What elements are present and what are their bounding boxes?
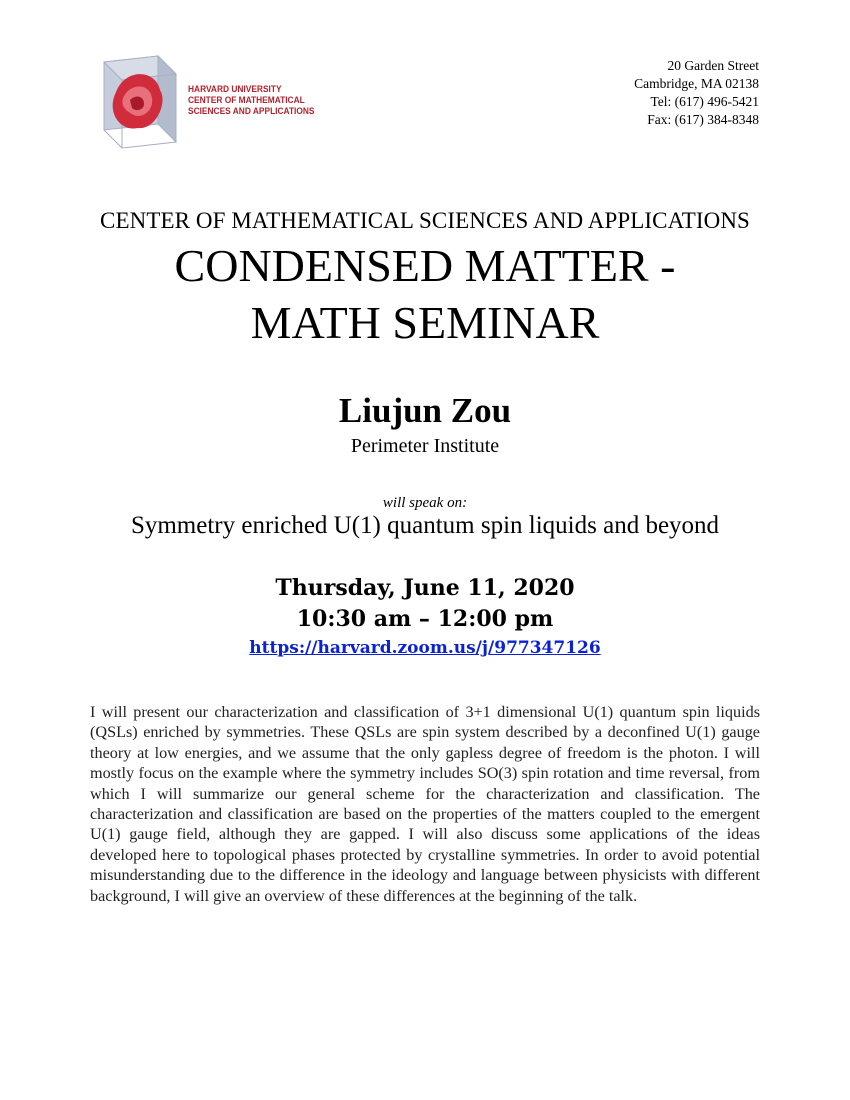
abstract-text: I will present our characterization and classification of 3+1 dimensional U(1) quantum spin liquids (QSLs) enriched by symmetries. These QSLs are spin system described by a deconfined U(1) gauge theory at low energies, and we assume that the only gapless degree of freedom is the photon. I will mostly focus on the example where the symmetry includes SO(3) spin rotation and time reversal, from which I will summarize our general scheme for the characterization and classification. The characterization and classification are based on the properties of the matters coupled to the emergent U(1) gauge field, although they are gapped. I will also discuss some applications of the ideas developed here to topological phases protected by crystalline symmetries. In order to avoid potential misunderstanding due to the difference in the ideology and language between physicists with different background, I will give an overview of these differences at the beginning of the talk. (90, 703, 760, 905)
event-date: Thursday, June 11, 2020 (275, 575, 575, 601)
address-tel: Tel: (617) 496-5421 (650, 94, 759, 109)
address-street: 20 Garden Street (667, 58, 759, 73)
event-time: 10:30 am – 12:00 pm (296, 606, 554, 632)
zoom-link-row (0, 637, 850, 659)
seminar-title-line1: CONDENSED MATTER - (174, 240, 676, 291)
address-fax: Fax: (617) 384-8348 (647, 112, 759, 127)
organization-heading: CENTER OF MATHEMATICAL SCIENCES AND APPLICATIONS (100, 208, 750, 233)
seminar-title-line2: MATH SEMINAR (250, 297, 600, 348)
cmsa-logo (86, 52, 316, 152)
speaker-name: Liujun Zou (338, 391, 512, 430)
logo-text (188, 84, 315, 117)
address-block (634, 57, 759, 129)
speaker-affiliation: Perimeter Institute (350, 435, 500, 457)
speak-on-label: will speak on: (382, 495, 468, 511)
zoom-link[interactable]: https://harvard.zoom.us/j/977347126 (249, 638, 601, 658)
talk-title: Symmetry enriched U(1) quantum spin liquids and beyond (130, 512, 720, 539)
cube-logo-icon (86, 52, 186, 152)
logo-line-center: CENTER OF MATHEMATICAL (188, 95, 305, 106)
logo-line-university: HARVARD UNIVERSITY (188, 84, 282, 95)
address-city: Cambridge, MA 02138 (634, 76, 759, 91)
logo-line-sciences: SCIENCES AND APPLICATIONS (188, 106, 315, 117)
